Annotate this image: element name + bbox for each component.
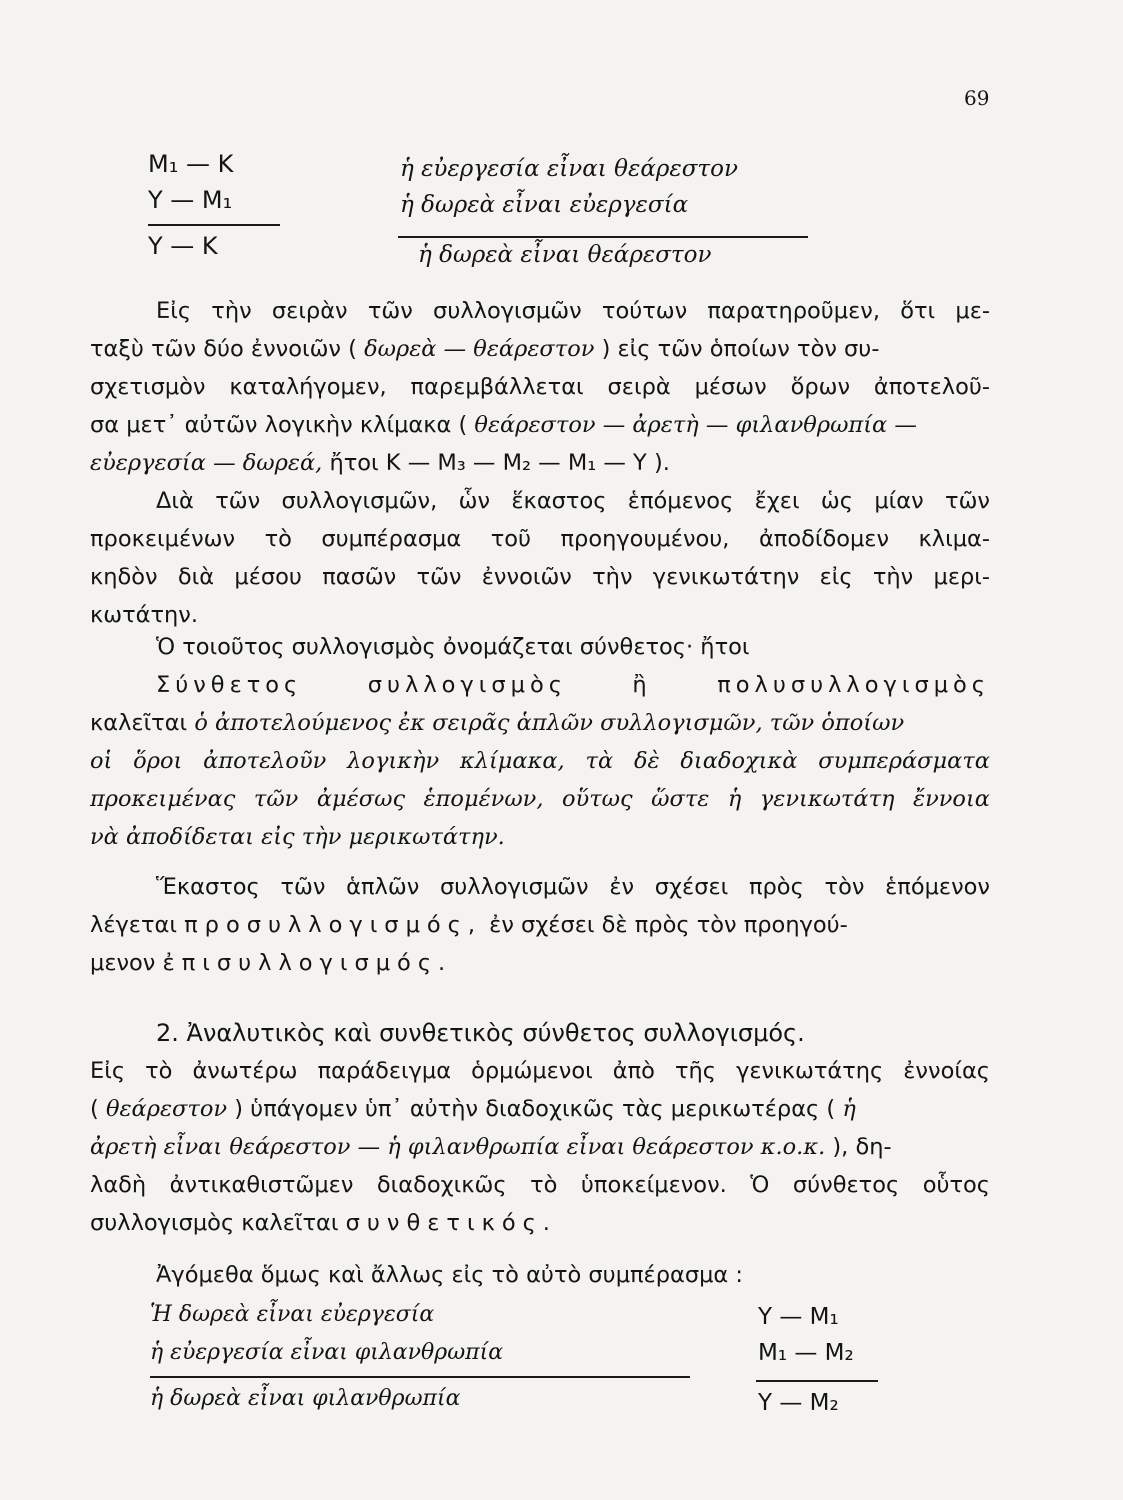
paragraph-prosyllogism [90, 868, 990, 982]
formula-premise-2: Υ — M₁ [148, 186, 233, 214]
conclusion-line-right [756, 1380, 878, 1382]
text-span: ), δη- [832, 1134, 892, 1160]
section-2 [90, 1014, 990, 1294]
conclusion-line-right [398, 236, 808, 238]
text-line: προκειμένων τὸ συμπέρασμα τοῦ προηγουμένου, ἀποδίδομεν κλιμα- [90, 526, 990, 552]
text-span-italic: ἡ [842, 1096, 856, 1122]
text-span: μενον [90, 950, 156, 976]
text-line: Ἕκαστος τῶν ἁπλῶν συλλογισμῶν ἐν σχέσει πρὸς τὸν ἑπόμενον [156, 874, 990, 900]
term-synthetic: συνθετικός. [345, 1210, 557, 1236]
text-premise-2: ἡ εὐεργεσία εἶναι φιλανθρωπία [150, 1340, 504, 1365]
text-span: καλεῖται [90, 710, 188, 736]
text-span: ταξὺ τῶν δύο ἐννοιῶν ( [90, 336, 357, 362]
text-span: ἐν σχέσει δὲ πρὸς τὸν προηγού- [489, 912, 848, 938]
text-line: λαδὴ ἀντικαθιστῶμεν διαδοχικῶς τὸ ὑποκείμενον. Ὁ σύνθετος οὗτος [90, 1172, 990, 1198]
text-span-italic: ἀρετὴ εἶναι θεάρεστον — ἡ φιλανθρωπία εἶναι θεάρεστον κ.ο.κ. [90, 1134, 826, 1160]
text-premise-2: ἡ δωρεὰ εἶναι εὐεργεσία [400, 192, 689, 218]
text-line-italic: προκειμένας τῶν ἀμέσως ἑπομένων, οὕτως ὥστε ἡ γενικωτάτη ἔννοια [90, 786, 990, 812]
text-span: ) ὑπάγομεν ὑπ᾽ αὐτὴν διαδοχικῶς τὰς μερικωτέρας ( [234, 1096, 836, 1122]
text-line-italic: νὰ ἀποδίδεται εἰς τὴν μερικωτάτην. [90, 824, 505, 850]
text-span: σα μετ᾽ αὐτῶν λογικὴν κλίμακα ( [90, 412, 468, 438]
text-line [90, 444, 990, 482]
text-line: κηδὸν διὰ μέσου πασῶν τῶν ἐννοιῶν τὴν γενικωτάτην εἰς τὴν μερι- [90, 564, 990, 590]
formula-conclusion: Υ — K [148, 232, 218, 260]
text-premise-1: Ἡ δωρεὰ εἶναι εὐεργεσία [150, 1302, 435, 1327]
text-line: Ἀγόμεθα ὅμως καὶ ἄλλως εἰς τὸ αὐτὸ συμπέρασμα : [156, 1262, 743, 1288]
page-number: 69 [964, 86, 990, 110]
text-line: Ὁ τοιοῦτος συλλογισμὸς ὀνομάζεται σύνθετος· ἤτοι [156, 634, 750, 660]
text-line [90, 906, 990, 944]
text-line: Εἰς τὴν σειρὰν τῶν συλλογισμῶν τούτων παρατηροῦμεν, ὅτι με- [156, 298, 990, 324]
conclusion-line-left [148, 224, 280, 226]
conclusion-line-left [150, 1376, 690, 1378]
formula-premise-2: Μ₁ — Μ₂ [758, 1340, 854, 1366]
text-line [90, 406, 990, 444]
term-episyllogism: ἐπισυλλογισμός. [162, 950, 453, 976]
paragraph-conclusions-chain [90, 482, 990, 634]
text-span-italic: θεάρεστον [105, 1096, 228, 1122]
text-line [90, 330, 990, 368]
text-line: Εἰς τὸ ἀνωτέρω παράδειγμα ὁρμώμενοι ἀπὸ τῆς γενικωτάτης ἐννοίας [90, 1058, 990, 1084]
formula-premise-1: Υ — Μ₁ [758, 1304, 839, 1330]
text-line [90, 704, 990, 742]
paragraph-definition-compound [90, 628, 990, 856]
term-prosyllogism: προσυλλογισμός, [184, 912, 483, 938]
text-span: λέγεται [90, 912, 177, 938]
text-span-italic: εὐεργεσία — δωρεά, [90, 450, 323, 476]
text-span: ( [90, 1096, 99, 1122]
text-line [90, 1204, 990, 1242]
text-conclusion: ἡ δωρεὰ εἶναι θεάρεστον [418, 242, 712, 268]
text-span-italic: θεάρεστον — ἀρετὴ — φιλανθρωπία — [474, 412, 917, 438]
text-line: σχετισμὸν καταλήγομεν, παρεμβάλλεται σειρὰ μέσων ὅρων ἀποτελοῦ- [90, 374, 990, 400]
text-line: Διὰ τῶν συλλογισμῶν, ὧν ἕκαστος ἑπόμενος ἔχει ὡς μίαν τῶν [156, 488, 990, 514]
text-line [90, 944, 990, 982]
text-premise-1: ἡ εὐεργεσία εἶναι θεάρεστον [400, 156, 738, 182]
text-conclusion: ἡ δωρεὰ εἶναι φιλανθρωπία [150, 1386, 461, 1411]
formula-conclusion: Υ — Μ₂ [758, 1390, 839, 1416]
definition-term: Σύνθετος συλλογισμὸς ἢ πολυσυλλογισμὸς [156, 672, 990, 698]
paragraph-series-of-syllogisms [90, 292, 990, 482]
text-span-italic: ὁ ἀποτελούμενος ἐκ σειρᾶς ἁπλῶν συλλογισμῶν, τῶν ὁποίων [194, 710, 905, 736]
text-line-italic: οἱ ὅροι ἀποτελοῦν λογικὴν κλίμακα, τὰ δὲ διαδοχικὰ συμπεράσματα [90, 748, 990, 774]
formula-premise-1: M₁ — K [148, 150, 234, 178]
text-span: ) εἰς τῶν ὁποίων τὸν συ- [601, 336, 880, 362]
text-line [90, 1128, 990, 1166]
text-line: κωτάτην. [90, 602, 199, 628]
text-span: συλλογισμὸς καλεῖται [90, 1210, 339, 1236]
text-line [90, 1090, 990, 1128]
text-span: ἤτοι Κ — Μ₃ — Μ₂ — Μ₁ — Υ ). [329, 450, 670, 476]
section-heading: 2. Ἀναλυτικὸς καὶ συνθετικὸς σύνθετος συλλογισμός. [156, 1019, 805, 1047]
text-span-italic: δωρεὰ — θεάρεστον [364, 336, 595, 362]
